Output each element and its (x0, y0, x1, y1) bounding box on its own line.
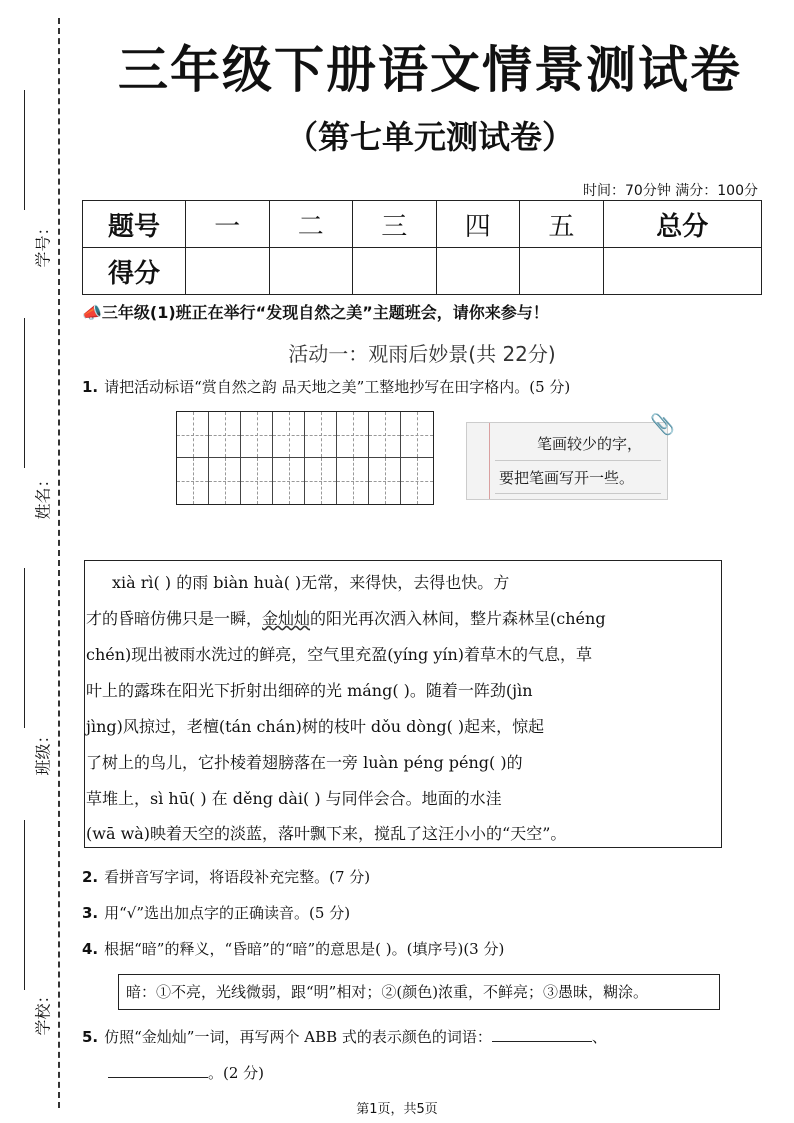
school-line[interactable] (24, 820, 25, 990)
student-id-label: 学号： (33, 219, 53, 268)
score-input-cell[interactable] (353, 248, 437, 295)
definition-text: 暗：①不亮，光线微弱，跟“明”相对；②(颜色)浓重，不鲜亮；③愚昧，糊涂。 (126, 983, 649, 1001)
question-5-cont (108, 1062, 264, 1083)
time-info: 时间：70分钟 满分：100分 (583, 183, 758, 199)
megaphone-icon: 📣 (82, 303, 102, 322)
paperclip-icon: 📎 (650, 412, 675, 436)
tip-line-2: 要把笔画写开一些。 (499, 469, 635, 487)
score-input-cell[interactable] (436, 248, 520, 295)
name-label: 姓名： (33, 471, 53, 520)
score-header-cell: 总分 (603, 201, 761, 248)
score-input-cell[interactable] (269, 248, 353, 295)
score-table (82, 200, 762, 295)
score-table-score-row (83, 248, 762, 295)
activity-title: 活动一：观雨后妙景(共 22分) (288, 342, 556, 366)
class-label: 班级： (33, 727, 53, 776)
school-label: 学校： (33, 987, 53, 1036)
passage-line: chén)现出被雨水洗过的鲜亮，空气里充盈(yíng yín)着草木的气息，草 (86, 645, 593, 664)
question-text: 仿照“金灿灿”一词，再写两个 ABB 式的表示颜色的词语： (104, 1028, 492, 1046)
question-text: 请把活动标语“赏自然之韵 品天地之美”工整地抄写在田字格内。(5 分) (104, 378, 571, 396)
intro-label: 三年级(1)班正在举行“发现自然之美”主题班会，请你来参与！ (101, 303, 549, 322)
wavy-underlined-word: 金灿灿 (262, 609, 311, 628)
score-input-cell[interactable] (520, 248, 604, 295)
intro-text (82, 300, 549, 323)
question-3 (82, 902, 350, 923)
question-1 (82, 376, 570, 397)
question-4 (82, 938, 504, 959)
tianzige-grid[interactable] (176, 411, 434, 505)
score-table-header-row (83, 201, 762, 248)
question-5 (82, 1026, 607, 1047)
passage-line: 才的昏暗仿佛只是一瞬，金灿灿的阳光再次洒入林间，整片森林呈(chéng (86, 609, 606, 628)
score-input-cell[interactable] (603, 248, 761, 295)
passage-line: 草堆上，sì hū( ) 在 děng dài( ) 与同伴会合。地面的水洼 (86, 789, 502, 808)
passage-line: (wā wà)映着天空的淡蓝，落叶飘下来，搅乱了这汪小小的“天空”。 (86, 824, 567, 843)
answer-blank[interactable] (492, 1027, 592, 1042)
passage-line: xià rì( ) 的雨 biàn huà( )无常，来得快，去得也快。方 (112, 573, 510, 592)
tip-note (466, 422, 668, 500)
score-input-cell[interactable] (186, 248, 270, 295)
question-2 (82, 866, 370, 887)
passage-line: 叶上的露珠在阳光下折射出细碎的光 máng( )。随着一阵劲(jìn (86, 681, 533, 700)
page-title: 三年级下册语文情景测试卷 (118, 41, 742, 99)
question-number: 5. (82, 1028, 99, 1046)
tip-line-1: 笔画较少的字， (537, 435, 643, 453)
page-footer: 第1页，共5页 (356, 1102, 438, 1117)
binding-dashed-line (58, 18, 60, 1108)
score-header-cell: 题号 (83, 201, 186, 248)
separator: 、 (591, 1028, 607, 1046)
question-number: 3. (82, 904, 99, 922)
question-number: 2. (82, 868, 99, 886)
answer-blank[interactable] (108, 1063, 208, 1078)
passage-line: jìng)风掠过，老檀(tán chán)树的枝叶 dǒu dòng( )起来，惊起 (86, 717, 545, 736)
question-text: 根据“暗”的释义，“昏暗”的“暗”的意思是( )。(填序号)(3 分) (104, 940, 505, 958)
score-header-cell: 五 (520, 201, 604, 248)
name-line[interactable] (24, 318, 25, 468)
question-number: 4. (82, 940, 99, 958)
page-subtitle: （第七单元测试卷） (285, 118, 574, 156)
score-row-label: 得分 (83, 248, 186, 295)
question-number: 1. (82, 378, 99, 396)
score-header-cell: 三 (353, 201, 437, 248)
class-line[interactable] (24, 568, 25, 728)
score-header-cell: 四 (436, 201, 520, 248)
score-header-cell: 一 (186, 201, 270, 248)
question-text: 。(2 分) (208, 1064, 265, 1082)
question-text: 用“√”选出加点字的正确读音。(5 分) (104, 904, 351, 922)
question-text: 看拼音写字词，将语段补充完整。(7 分) (104, 868, 371, 886)
score-header-cell: 二 (269, 201, 353, 248)
passage-line: 了树上的鸟儿，它扑棱着翅膀落在一旁 luàn péng péng( )的 (86, 753, 523, 772)
student-id-line[interactable] (24, 90, 25, 210)
